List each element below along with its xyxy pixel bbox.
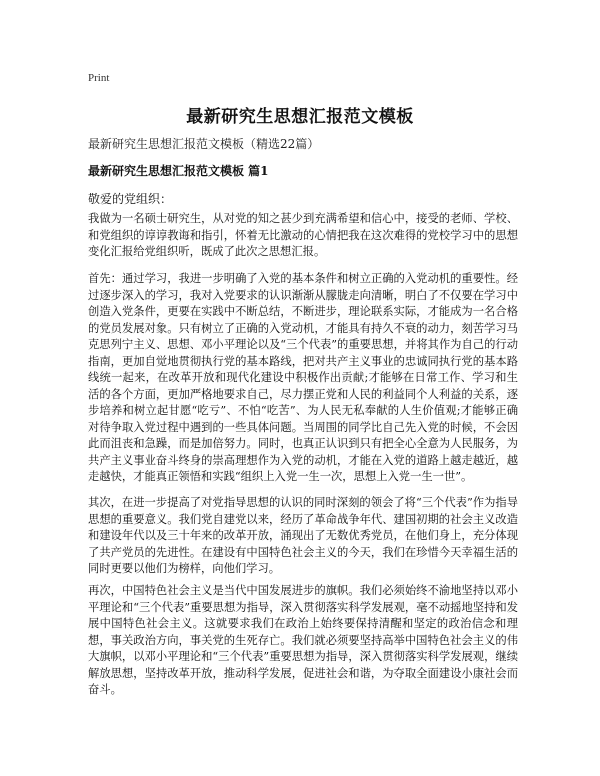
paragraph-first: 首先：通过学习，我进一步明确了入党的基本条件和树立正确的入党动机的重要性。经过逐步深入的学习，我对入党要求的认识渐渐从朦胧走向清晰，明白了不仅要在学习中创造入党条件，更要在实践中不断总结，不断进步，理论联系实际，才能成为一名合格的党员发展对象。只有树立了正确的入党动机，才能具有持久不衰的动力，刻苦学习马克思列宁主义、思想、邓小平理论以及“三个代表”的重要思想，并将其作为自己的行动指南，更加自觉地贯彻执行党的基本路线，把对共产主义事业的忠诚同执行党的基本路线统一起来，在改革开放和现代化建设中积极作出贡献;才能够在日常工作、学习和生活的各个方面，更加严格地要求自己，尽力摆正党和人民的利益同个人利益的关系，逐步培养和树立起甘愿“吃亏”、不怕“吃苦”、为人民无私奉献的人生价值观;才能够正确对待争取入党过程中遇到的一些具体问题。当周围的同学比自己先入党的时候，不会因此而沮丧和急躁，而是加倍努力。同时，也真正认识到只有把全心全意为人民服务，为共产主义事业奋斗终身的崇高理想作为入党的动机，才能在入党的道路上越走越近，越走越快，才能真正领悟和实践“组织上入党一生一次，思想上入党一生一世”。 [88,272,518,483]
print-label: Print [88,72,110,84]
document-title: 最新研究生思想汇报范文模板 [186,107,414,127]
greeting-line: 敬爱的党组织： [88,192,173,206]
section-heading: 最新研究生思想汇报范文模板 篇1 [88,164,269,178]
paragraph-third: 再次，中国特色社会主义是当代中国发展进步的旗帜。我们必须始终不渝地坚持以邓小平理论和“三个代表”重要思想为指导，深入贯彻落实科学发展观，毫不动摇地坚持和发展中国特色社会主义。这就要求我们在政治上始终要保持清醒和坚定的政治信念和理想，事关政治方向，事关党的生死存亡。我们就必须要坚持高举中国特色社会主义的伟大旗帜，以邓小平理论和“三个代表”重要思想为指导，深入贯彻落实科学发展观，继续解放思想，坚持改革开放，推动科学发展，促进社会和谐，为夺取全面建设小康社会而奋斗。 [88,584,518,696]
paragraph-second: 其次，在进一步提高了对党指导思想的认识的同时深刻的领会了将“三个代表”作为指导思想的重要意义。我们党自建党以来，经历了革命战争年代、建国初期的社会主义改造和建设年代以及三十年来的改革开放，涌现出了无数优秀党员，在他们身上，充分体现了共产党员的先进性。在建设有中国特色社会主义的今天，我们在珍惜今天幸福生活的同时更要以他们为榜样，向他们学习。 [88,496,518,575]
document-subtitle: 最新研究生思想汇报范文模板（精选22篇） [88,137,320,151]
paragraph-intro: 我做为一名硕士研究生，从对党的知之甚少到充满希望和信心中，接受的老师、学校、和党组织的谆谆教诲和指引，怀着无比激动的心情把我在这次难得的党校学习中的思想变化汇报给党组织听，既成了此次之思想汇报。 [88,212,518,258]
